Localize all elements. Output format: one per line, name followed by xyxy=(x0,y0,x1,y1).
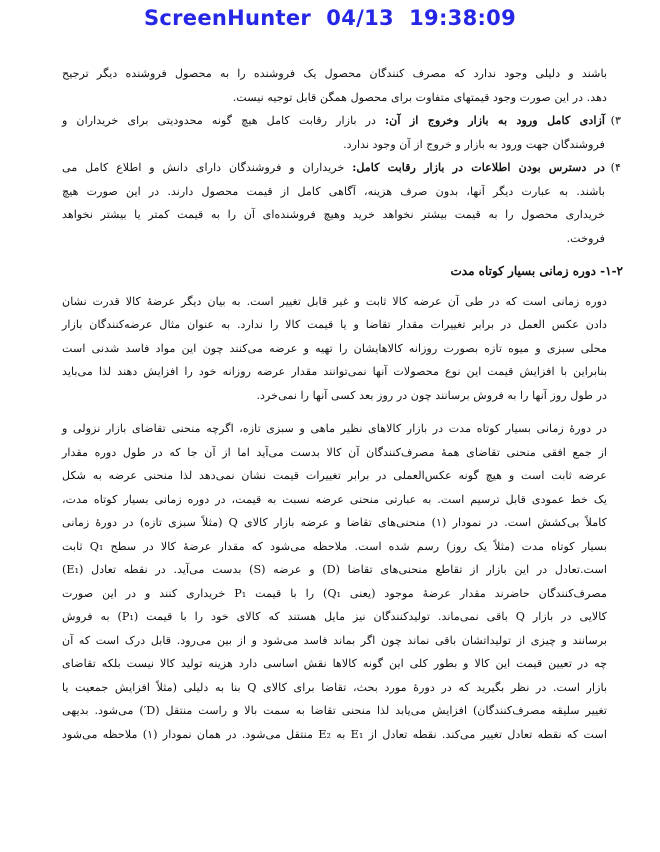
text-line: کالایی در بازار Q باقی نمی‌ماند. تولیدکنندگان نیز مایل هستند که کالای خود را با قیمت (P₁) به فروش xyxy=(62,610,608,623)
text-line: خریداران و فروشندگان دارای دانش و اطلاع کامل می xyxy=(62,161,345,174)
text-line: است.تعادل در این بازار از تقاطع منحنی‌های تقاضا (D) و عرضه (S) بدست می‌آید. در نقطه تعادل (E₁) xyxy=(62,563,607,576)
text-line: باشند و دلیلی وجود ندارد که مصرف کنندگان محصول یک فروشنده را به محصول فروشنده دیگر ترجیح xyxy=(62,67,607,80)
text-line: است که نقطه تعادل تغییر می‌کند. نقطه تعادل از E₁ به E₂ منتقل می‌شود. در همان نمودار (۱) ملاحظه می‌شود xyxy=(62,727,607,741)
text-line: مصرف‌کنندگان حاضرند مقدار عرضۀ موجود (یعنی Q₁) را با قیمت P₁ خریداری کنند و در این صورت xyxy=(62,586,607,600)
text-line: بسیار کوتاه مدت (مثلاً یک روز) رسم شده است. ملاحظه می‌شود که مقدار عرضۀ کالا در سطح Q₁ ثابت xyxy=(62,539,607,553)
list-item-3 xyxy=(62,109,621,156)
text-line: چه در تعیین قیمت این کالا و بطور کلی این گونه کالاها نقش اساسی دارد هزینه تولید کالا نیست بلکه تقاضای xyxy=(62,657,607,670)
paragraph-1 xyxy=(62,290,607,408)
text-line: بازار است. در نظر بگیرید که در دورۀ مورد بحث، تقاضا برای کالای Q بنا به دلیلی (مثلاً افزایش جمعیت یا xyxy=(62,680,607,694)
section-heading: ۱-۲- دوره زمانی بسیار کوتاه مدت xyxy=(450,264,623,278)
watermark-app: ScreenHunter xyxy=(143,6,312,30)
text-line: برسانند و چیزی از تولیداتشان باقی نماند چون اگر بماند فاسد می‌شود و از بین می‌رود. قابل درک است که آن xyxy=(62,633,607,647)
text-line: باشند. به عبارت دیگر آنها، بدون صرف هزینه، آگاهی کامل از قیمت محصول دارند. در این صورت هیچ xyxy=(62,184,605,198)
list-item-number: ۳) xyxy=(610,114,621,127)
text-line: دوره زمانی است که در طی آن عرضه کالا ثابت و غیر قابل تغییر است. به بیان دیگر عرضۀ کالا قدرت نشان xyxy=(62,294,607,308)
screenhunter-watermark xyxy=(0,6,660,30)
text-line: در طول روز آنها را به فروش برسانند چون در روز بعد کسی آنها را نمی‌خرد. xyxy=(256,388,607,402)
list-item-4 xyxy=(62,156,621,250)
text-line: تغییر سلیقه مصرف‌کنندگان) افزایش می‌یابد لذا منحنی تقاضا به سمت بالا و راست منتقل (D′) می‌شود. بدیهی xyxy=(62,704,607,717)
watermark-time: 19:38:09 xyxy=(409,6,517,30)
list-item-bold: در دسترس بودن اطلاعات در بازار رقابت کامل: xyxy=(352,160,605,174)
list-item-number: ۴) xyxy=(610,161,621,174)
text-line: خریداری محصول را به قیمت بیشتر نخواهد خرید وهیچ فروشنده‌ای آن را به قیمت کمتر یا بیشتر نخواهد xyxy=(62,208,605,221)
text-line: دادن عکس العمل در برابر تغییرات مقدار تقاضا و یا قیمت کالا را ندارد. به عنوان مثال عرضه‌کنندگان بازار xyxy=(62,318,607,331)
list-item-bold: آزادی کامل ورود به بازار وخروج از آن: xyxy=(385,113,605,127)
intro-paragraph xyxy=(62,62,607,109)
text-line: کاملاً بی‌کشش است. در نمودار (۱) منحنی‌های تقاضا و عرضه بازار کالای Q (مثلاً سبزی تازه) در دورۀ زمانی xyxy=(62,516,607,529)
document-page xyxy=(62,62,623,746)
text-line: فروخت. xyxy=(566,231,605,245)
text-line: عرضه ثابت است و هیچ گونه عکس‌العملی در برابر تغییرات قیمت نشان نمی‌دهد لذا منحنی عرضه به شکل xyxy=(62,469,607,482)
paragraph-2 xyxy=(62,417,607,746)
text-line: محلی سبزی و میوه تازه بصورت روزانه کالاهایشان را تهیه و عرضه می‌کنند چون این مواد فاسد شدنی است xyxy=(62,341,607,355)
text-line: دهد. در این صورت وجود قیمتهای متفاوت برای محصول همگن قابل توجیه نیست. xyxy=(232,90,607,104)
text-line: بنابراین با افزایش قیمت این نوع محصولات آنها نمی‌توانند مقدار عرضه روزانه خود را افزایش دهند لذا می‌باید xyxy=(62,365,607,378)
text-line: یک خط عمودی قابل ترسیم است. به عبارتی منحنی عرضه نسبت به قیمت، در دوره زمانی بسیار کوتاه مدت، xyxy=(62,492,607,506)
text-line: در بازار رقابت کامل هیچ گونه محدودیتی برای خریداران و xyxy=(62,114,377,127)
text-line: از جمع افقی منحنی تقاضای همۀ مصرف‌کنندگان آن کالا بدست می‌آید اما از آن جا که در طول دوره مقدار xyxy=(62,445,607,459)
text-line: فروشندگان جهت ورود به بازار و خروج از آن وجود ندارد. xyxy=(343,137,605,151)
watermark-date: 04/13 xyxy=(326,6,394,30)
text-line: در دورۀ زمانی بسیار کوتاه مدت در بازار کالاهای نظیر ماهی و سبزی تازه، اگرچه منحنی تقاضای بازار نزولی و xyxy=(62,422,607,435)
